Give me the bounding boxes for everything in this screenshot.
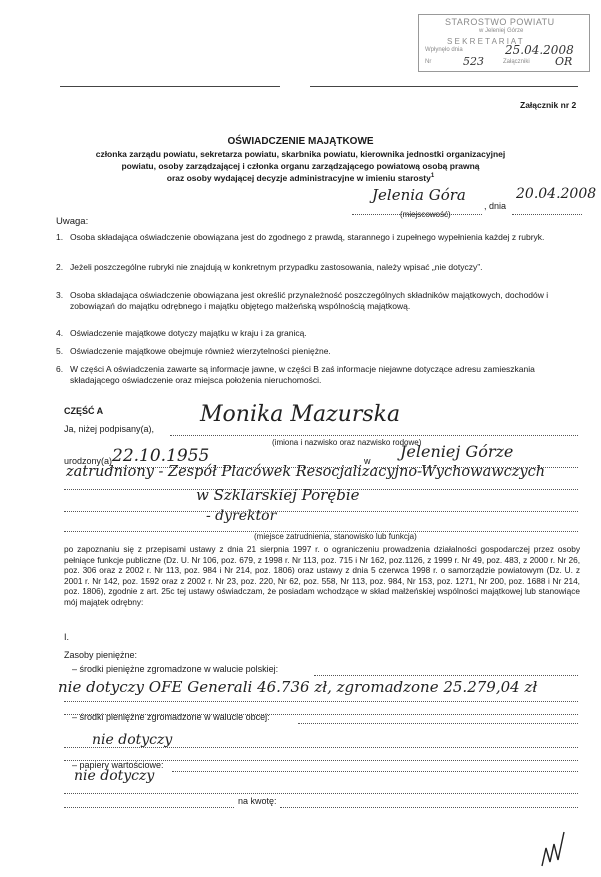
note-text: Oświadczenie majątkowe obejmuje również wierzytelności pieniężne.	[70, 346, 331, 356]
top-line-right	[310, 86, 578, 87]
pln-label: – środki pieniężne zgromadzone w walucie polskiej:	[72, 664, 279, 674]
note-text: W części A oświadczenia zawarte są informacje jawne, w części B zaś informacje niejawne dotyczące adresu zamieszkania składającego oświadczenie oraz miejsca położenia nieruchomości.	[70, 364, 535, 385]
signed-label: Ja, niżej podpisany(a),	[64, 424, 155, 434]
law-paragraph: po zapoznaniu się z przepisami ustawy z dnia 21 sierpnia 1997 r. o ograniczeniu prowadzenia działalności gospodarczej przez osoby pełniące funkcje publiczne (Dz. U. Nr 106, poz. 679, z 1998 r. Nr 113, poz. 715 i Nr 162, poz.1126, z 1999 r. Nr 49, poz. 483, z 2000 r. Nr 26, poz. 306 oraz z 2002 r. Nr 113, poz. 984 i Nr 214, poz. 1806) oraz ustawy z dnia 5 czerwca 1998 r. o samorządzie powiatowym (Dz. U. z 2001 r. Nr 142, poz. 1592 oraz z 2002 r. Nr 23, poz. 220, Nr 62, poz. 558, Nr 113, poz. 984, Nr 153, poz. 1271, Nr 200, poz. 1688 i Nr 214, poz. 1806), zgodnie z art. 25c tej ustawy oświadczam, że posiadam wchodzące w skład małżeńskiej wspólności majątkowej lub stanowiące mój majątek odrębny:	[64, 544, 580, 607]
securities-label: – papiery wartościowe:	[72, 760, 164, 770]
name-caption: (imiona i nazwisko oraz nazwisko rodowe)	[272, 438, 422, 447]
born-in-label: w	[364, 456, 371, 466]
zasoby-label: Zasoby pieniężne:	[64, 650, 138, 660]
document-title: OŚWIADCZENIE MAJĄTKOWE	[227, 136, 374, 147]
subtitle-3-text: oraz osoby wydającej decyzje administracyjne w imieniu starosty	[166, 173, 431, 183]
amount-line-left	[64, 796, 234, 808]
annex-label: Załącznik nr 2	[520, 100, 577, 110]
stamp-dept: S E K R E T A R I A T	[447, 37, 523, 46]
note-num: 2.	[56, 262, 64, 272]
stamp-copies: OR	[555, 55, 573, 68]
name-handwritten: Monika Mazurska	[200, 402, 401, 427]
fx-handwritten: nie dotyczy	[92, 732, 173, 748]
uwaga-label: Uwaga:	[56, 216, 89, 227]
top-line-left	[60, 86, 280, 87]
fx-label: – środki pieniężne zgromadzone w walucie obcej:	[72, 712, 270, 722]
note-5	[56, 346, 580, 357]
part-a-heading: CZĘŚĆ A	[64, 406, 104, 416]
subtitle-footnote: 1	[430, 173, 435, 180]
note-text: Osoba składająca oświadczenie obowiązana jest do zgodnego z prawdą, starannego i zupełnego wypełnienia każdej z rubryk.	[70, 232, 545, 242]
note-num: 5.	[56, 346, 64, 356]
note-num: 6.	[56, 364, 64, 374]
note-3	[56, 290, 580, 312]
note-num: 3.	[56, 290, 64, 300]
note-num: 1.	[56, 232, 64, 242]
place-handwritten: Jelenia Góra	[372, 186, 466, 204]
date-label: , dnia	[484, 201, 507, 211]
employment-line-3	[64, 520, 578, 532]
born-place-handwritten: Jeleniej Górze	[400, 442, 514, 461]
amount-label: na kwotę:	[238, 796, 277, 806]
fx-line-1	[298, 712, 578, 724]
note-text: Oświadczenie majątkowe dotyczy majątku w kraju i za granicą.	[70, 328, 307, 338]
note-4	[56, 328, 580, 339]
place-caption: (miejscowość)	[400, 210, 451, 219]
note-num: 4.	[56, 328, 64, 338]
note-text: Osoba składająca oświadczenie obowiązana jest określić przynależność poszczególnych składników majątkowych, dochodów i zobowiązań do majątku odrębnego i majątku objętego małżeńską wspólnością majątkową.	[70, 290, 549, 311]
stamp-number-label: Nr	[425, 59, 432, 65]
securities-handwritten: nie dotyczy	[74, 768, 155, 784]
stamp-place: w Jeleniej Górze	[479, 28, 524, 34]
note-text: Jeżeli poszczególne rubryki nie znajdują w konkretnym przypadku zastosowania, należy wpisać „nie dotyczy”.	[70, 262, 483, 272]
subtitle-3	[0, 173, 601, 183]
subtitle-2: powiatu, osoby zarządzającej i członka organu zarządzającego powiatową osobą prawną	[121, 161, 480, 171]
subtitle-1: członka zarządu powiatu, sekretarza powiatu, skarbnika powiatu, kierownika jednostki organizacyjnej	[95, 149, 506, 159]
office-stamp	[418, 14, 590, 72]
born-label: urodzony(a)	[64, 456, 113, 466]
note-1	[56, 232, 580, 243]
note-2	[56, 262, 580, 273]
date-handwritten: 20.04.2008	[516, 186, 597, 202]
stamp-office: STAROSTWO POWIATU	[445, 17, 555, 27]
pln-line-1	[314, 664, 578, 676]
date-line	[512, 200, 582, 215]
employment-handwritten-2: w Szklarskiej Porębie	[196, 486, 360, 504]
note-6	[56, 364, 580, 386]
stamp-received-label: Wpłynęło dnia	[425, 47, 463, 53]
section-i-heading: I.	[64, 632, 70, 642]
initials-mark	[536, 826, 576, 870]
employment-handwritten-3: - dyrektor	[206, 508, 277, 524]
pln-handwritten: nie dotyczy OFE Generali 46.736 zł, zgromadzone 25.279,04 zł	[58, 678, 538, 696]
securities-line-1	[172, 760, 578, 772]
employment-handwritten-1: zatrudniony - Zespół Placówek Resocjalizacyjno-Wychowawczych	[66, 464, 546, 480]
employment-caption: (miejsce zatrudnienia, stanowisko lub funkcja)	[254, 532, 417, 541]
stamp-copies-label: Załączniki	[503, 59, 530, 65]
born-date-handwritten: 22.10.1955	[112, 446, 210, 466]
stamp-number: 523	[463, 55, 484, 68]
stamp-received-date: 25.04.2008	[505, 43, 574, 57]
amount-line-right	[280, 796, 578, 808]
